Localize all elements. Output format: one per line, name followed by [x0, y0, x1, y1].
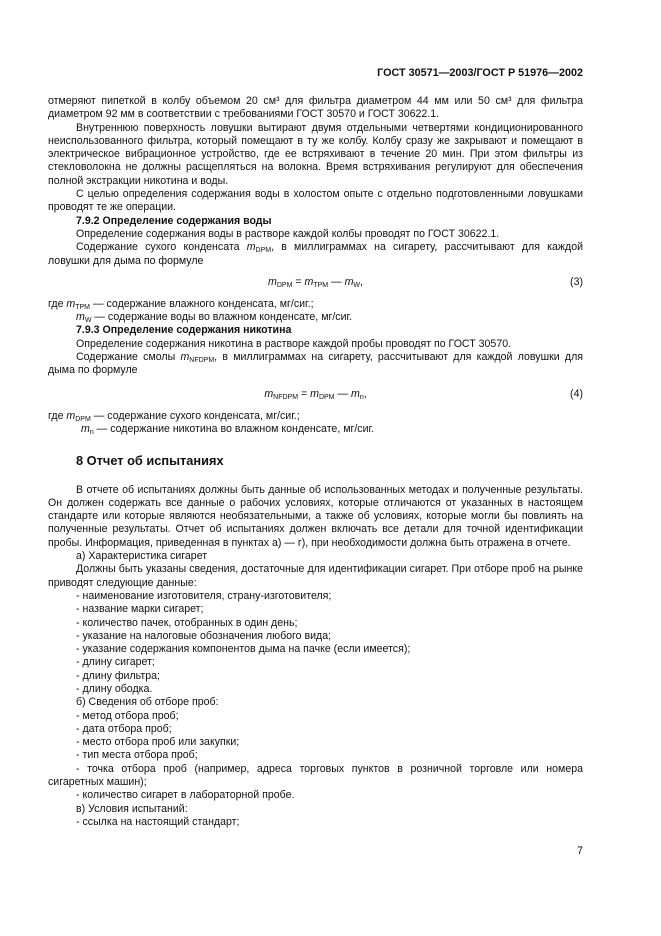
item-b-title: б) Сведения об отборе проб:	[76, 696, 219, 709]
list-item: - тип места отбора проб;	[76, 749, 198, 762]
list-item: - количество пачек, отобранных в один день;	[76, 616, 298, 629]
section-8-title: 8 Отчет об испытаниях	[76, 453, 224, 469]
paragraph-water-method: Определение содержания воды в растворе каждой колбы проводят по ГОСТ 30622.1.	[76, 227, 500, 240]
list-item: - метод отбора проб;	[76, 709, 179, 722]
list-item: - длину фильтра;	[76, 669, 160, 682]
list-item-sample-count: - количество сигарет в лабораторной пробе.	[76, 789, 295, 802]
list-a	[48, 590, 583, 696]
paragraph-flask-volume: отмеряют пипеткой в колбу объемом 20 см³ для фильтра диаметром 44 мм или 50 см³ для фильтра диаметром 92 мм в соответствии с требованиями ГОСТ 30570 и ГОСТ 30622.1.	[48, 95, 583, 121]
document-header: ГОСТ 30571—2003/ГОСТ Р 51976—2002	[377, 67, 583, 79]
document-body	[48, 95, 583, 829]
paragraph-report: В отчете об испытаниях должны быть данные об использованных методах и полученные результаты. Он должен содержать все данные о рабочих условиях, которые отличаются от указанных в настоящем стандарте или которые являются необязательными, а также об условиях, которые могли бы повлиять на полученные результаты. Отчет об испытаниях должен включать все детали для точной идентификации пробы. Информация, приведенная в пунктах а) — г), при необходимости должна быть отражена в отчете.	[48, 483, 583, 549]
paragraph-cigarette-info: Должны быть указаны сведения, достаточные для идентификации сигарет. При отборе проб на рынке приводят следующие данные:	[48, 563, 583, 589]
item-v-title: в) Условия испытаний:	[76, 802, 188, 815]
list-item-standard-ref: - ссылка на настоящий стандарт;	[76, 815, 240, 828]
paragraph-nicotine-method: Определение содержания никотина в растворе каждой пробы проводят по ГОСТ 30570.	[76, 337, 512, 350]
formula-3	[48, 268, 583, 298]
document-page	[48, 0, 583, 936]
list-item: - название марки сигарет;	[76, 603, 204, 616]
list-item: - наименование изготовителя, страну-изготовителя;	[76, 589, 332, 602]
list-item: - указание на налоговые обозначения любого вида;	[76, 629, 332, 642]
list-b	[48, 710, 583, 763]
where-n: $m_n$ — содержание никотина во влажном конденсате, мг/сиг.	[81, 422, 375, 436]
list-item-sampling-point: - точка отбора проб (например, адреса торговых пунктов в розничной торговле или номера сигаретных машин);	[48, 762, 583, 789]
formula-4	[48, 378, 583, 410]
list-item: - дата отбора проб;	[76, 722, 172, 735]
formula-4-expression: $m_{NFDPM} = m_{DPM}$ — $m_n$,	[264, 387, 367, 401]
formula-3-expression: $m_{DPM} = m_{TPM}$ — $m_W$,	[268, 275, 363, 289]
where-w: $m_W$ — содержание воды во влажном конденсате, мг/сиг.	[76, 311, 353, 325]
page-number: 7	[576, 845, 583, 857]
list-item: - длину сигарет;	[76, 656, 155, 669]
paragraph-blank-test: С целью определения содержания воды в холостом опыте с отдельно подготовленными ловушками проводят те же операции.	[48, 188, 583, 214]
paragraph-tar-content: Содержание смолы $m_{NFDPM}$, в миллиграммах на сигарету, рассчитывают для каждой ловушки для дыма по формуле	[48, 351, 583, 377]
formula-3-number: (3)	[570, 275, 583, 288]
item-a-title: а) Характеристика сигарет	[76, 550, 208, 563]
paragraph-trap-wipe: Внутреннюю поверхность ловушки вытирают двумя отдельными четвертями кондиционированного неиспользованного фильтра, который помещают в ту же колбу. Колбу сразу же закрывают и помещают в электрическое вибрационное устройство, где ее встряхивают в течение 20 мин. При этом фильтры из стекловолокна не должны расщепляться на волокна. Время встряхивания регулируют для обеспечения полной экстракции никотина и воды.	[48, 121, 583, 187]
list-item: - место отбора проб или закупки;	[76, 736, 240, 749]
where-tpm: где $m_{TPM}$ — содержание влажного конденсата, мг/сиг.;	[48, 297, 314, 311]
list-item: - указание содержания компонентов дыма на пачке (если имеется);	[76, 643, 411, 656]
formula-4-number: (4)	[570, 387, 583, 400]
list-item: - длину ободка.	[76, 682, 153, 695]
paragraph-dry-condensate: Содержание сухого конденсата $m_{DPM}$, в миллиграммах на сигарету, рассчитывают для каждой ловушки для дыма по формуле	[48, 241, 583, 267]
heading-7-9-3: 7.9.3 Определение содержания никотина	[76, 324, 292, 337]
where-dpm: где $m_{DPM}$ — содержание сухого конденсата, мг/сиг.;	[48, 409, 300, 423]
heading-7-9-2: 7.9.2 Определение содержания воды	[76, 214, 272, 227]
